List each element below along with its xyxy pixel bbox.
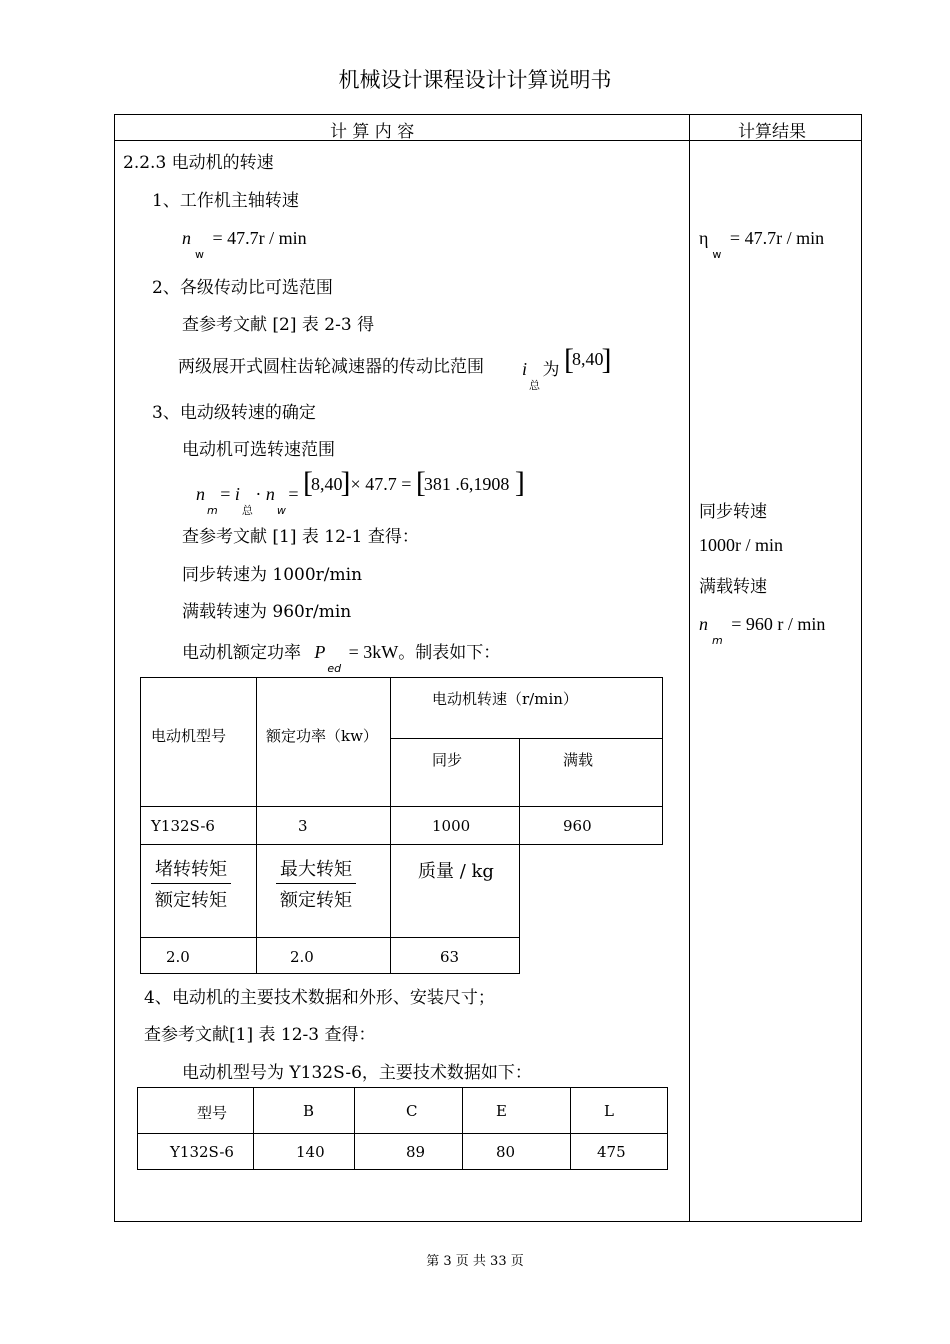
dim-r-3 [463, 1134, 571, 1170]
locked-torque-ratio [151, 855, 231, 912]
dim-header-b: B [303, 1102, 315, 1120]
bracket-right-1: ] [340, 466, 351, 499]
sub-w: w [195, 248, 204, 261]
item3-sync: 同步转速为 1000r/min [182, 565, 363, 585]
item3-subtitle: 电动机可选转速范围 [182, 440, 335, 460]
dim-value-b: 140 [296, 1143, 325, 1161]
dim-header-e: E [496, 1102, 507, 1120]
page-footer: 第 3 页 共 33 页 [426, 1254, 524, 1269]
full-header: 满载 [563, 751, 594, 769]
var-n2: n [265, 484, 275, 504]
item3-power [182, 638, 501, 675]
item2-formula [522, 343, 612, 392]
sub-zong: 总 [529, 379, 541, 392]
item3-ref: 查参考文献 [1] 表 12-1 查得： [182, 527, 419, 547]
dim-header-c: C [406, 1102, 418, 1120]
item2-title: 2、各级传动比可选范围 [152, 278, 333, 298]
item3-full: 满载转速为 960r/min [182, 602, 352, 622]
frac-bar [151, 883, 231, 884]
sync-header: 同步 [432, 751, 463, 769]
bracket-right: ] [601, 343, 612, 376]
var-n: n [699, 614, 708, 634]
item4-text: 电动机型号为 Y132S-6，主要技术数据如下： [182, 1063, 532, 1083]
var-n: n [196, 484, 205, 504]
sub-ed: ed [327, 662, 342, 675]
frac-num: 最大转矩 [280, 859, 352, 880]
range-value: 8,40 [572, 349, 604, 369]
section-title: 2.2.3 电动机的转速 [123, 153, 274, 173]
cell-v1 [141, 938, 257, 974]
document-title: 机械设计课程设计计算说明书 [338, 68, 612, 92]
dim-value-c: 89 [406, 1143, 426, 1161]
result-sync-value: 1000r / min [699, 535, 783, 555]
eq2: = [288, 484, 299, 504]
var-n: n [182, 228, 191, 248]
var-eta: η [699, 228, 709, 248]
mass-value: 63 [440, 948, 460, 966]
result-full-value [699, 614, 826, 647]
bracket-left: [ [564, 343, 575, 376]
full-value: 960 [563, 817, 592, 835]
var-i: i [234, 484, 240, 504]
locked-torque-value: 2.0 [166, 948, 190, 966]
mass-header: 质量 / kg [418, 861, 494, 882]
item1-title: 1、工作机主轴转速 [152, 191, 299, 211]
eq-value: = 47.7r / min [212, 228, 307, 248]
rated-power-header: 额定功率（kw） [266, 727, 378, 745]
bracket-left-1: [ [303, 466, 314, 499]
power-text: 电动机额定功率 [182, 643, 301, 663]
power-tail: 。制表如下： [398, 643, 501, 663]
motor-speed-header: 电动机转速（r/min） [432, 690, 578, 708]
result-eta [699, 228, 825, 261]
mult: × 47.7 = [350, 474, 412, 494]
item1-formula [182, 228, 307, 261]
dim-h-3 [463, 1088, 571, 1134]
frac-num: 堵转转矩 [155, 859, 227, 880]
dim-value-model: Y132S-6 [170, 1143, 234, 1161]
result-sync-label: 同步转速 [699, 502, 767, 522]
max-torque-ratio [276, 855, 356, 912]
sync-value: 1000 [432, 817, 471, 835]
power-eq: = 3kW [348, 642, 399, 662]
bracket-right-2: ] [507, 466, 525, 499]
item2-text: 两级展开式圆柱齿轮减速器的传动比范围 [178, 357, 484, 377]
cell-v2 [257, 938, 391, 974]
rated-power-value: 3 [298, 817, 308, 835]
item3-title: 3、电动级转速的确定 [152, 403, 316, 423]
dim-h-0 [138, 1088, 254, 1134]
dim-header-l: L [604, 1102, 614, 1120]
eta-eq: = 47.7r / min [729, 228, 825, 248]
frac-bar [276, 883, 356, 884]
dim-value-l: 475 [597, 1143, 626, 1161]
header-content: 计 算 内 容 [330, 122, 415, 142]
result-full-label: 满载转速 [699, 577, 767, 597]
var-i: i [522, 359, 528, 379]
dim-h-4 [571, 1088, 668, 1134]
cell-r-power [257, 807, 391, 845]
item3-formula [196, 466, 525, 517]
range2: 381 .6,1908 [423, 474, 510, 494]
n-eq: = 960 r / min [731, 614, 826, 634]
max-torque-value: 2.0 [290, 948, 314, 966]
eq1: = [220, 484, 231, 504]
header-results: 计算结果 [738, 122, 806, 142]
sub-zong: 总 [241, 504, 253, 517]
dim-value-e: 80 [496, 1143, 516, 1161]
item4-ref: 查参考文献[1] 表 12-3 查得： [144, 1025, 376, 1045]
column-divider [689, 114, 690, 1222]
motor-model-value: Y132S-6 [151, 817, 215, 835]
wei-text: 为 [542, 360, 560, 380]
var-p: P [314, 642, 326, 662]
frac-den: 额定转矩 [155, 890, 227, 911]
sub-w: w [712, 248, 722, 261]
frac-den: 额定转矩 [280, 890, 352, 911]
item2-ref: 查参考文献 [2] 表 2-3 得 [182, 315, 375, 335]
bracket-left-2: [ [415, 466, 426, 499]
motor-model-header: 电动机型号 [151, 727, 227, 745]
range1: 8,40 [311, 474, 343, 494]
sub-m: m [712, 634, 723, 647]
dim-header-model: 型号 [197, 1104, 228, 1122]
sub-m: m [207, 504, 218, 517]
item4-title: 4、电动机的主要技术数据和外形、安装尺寸； [144, 988, 495, 1008]
sub-w: w [276, 504, 286, 517]
dot: · [255, 484, 262, 504]
